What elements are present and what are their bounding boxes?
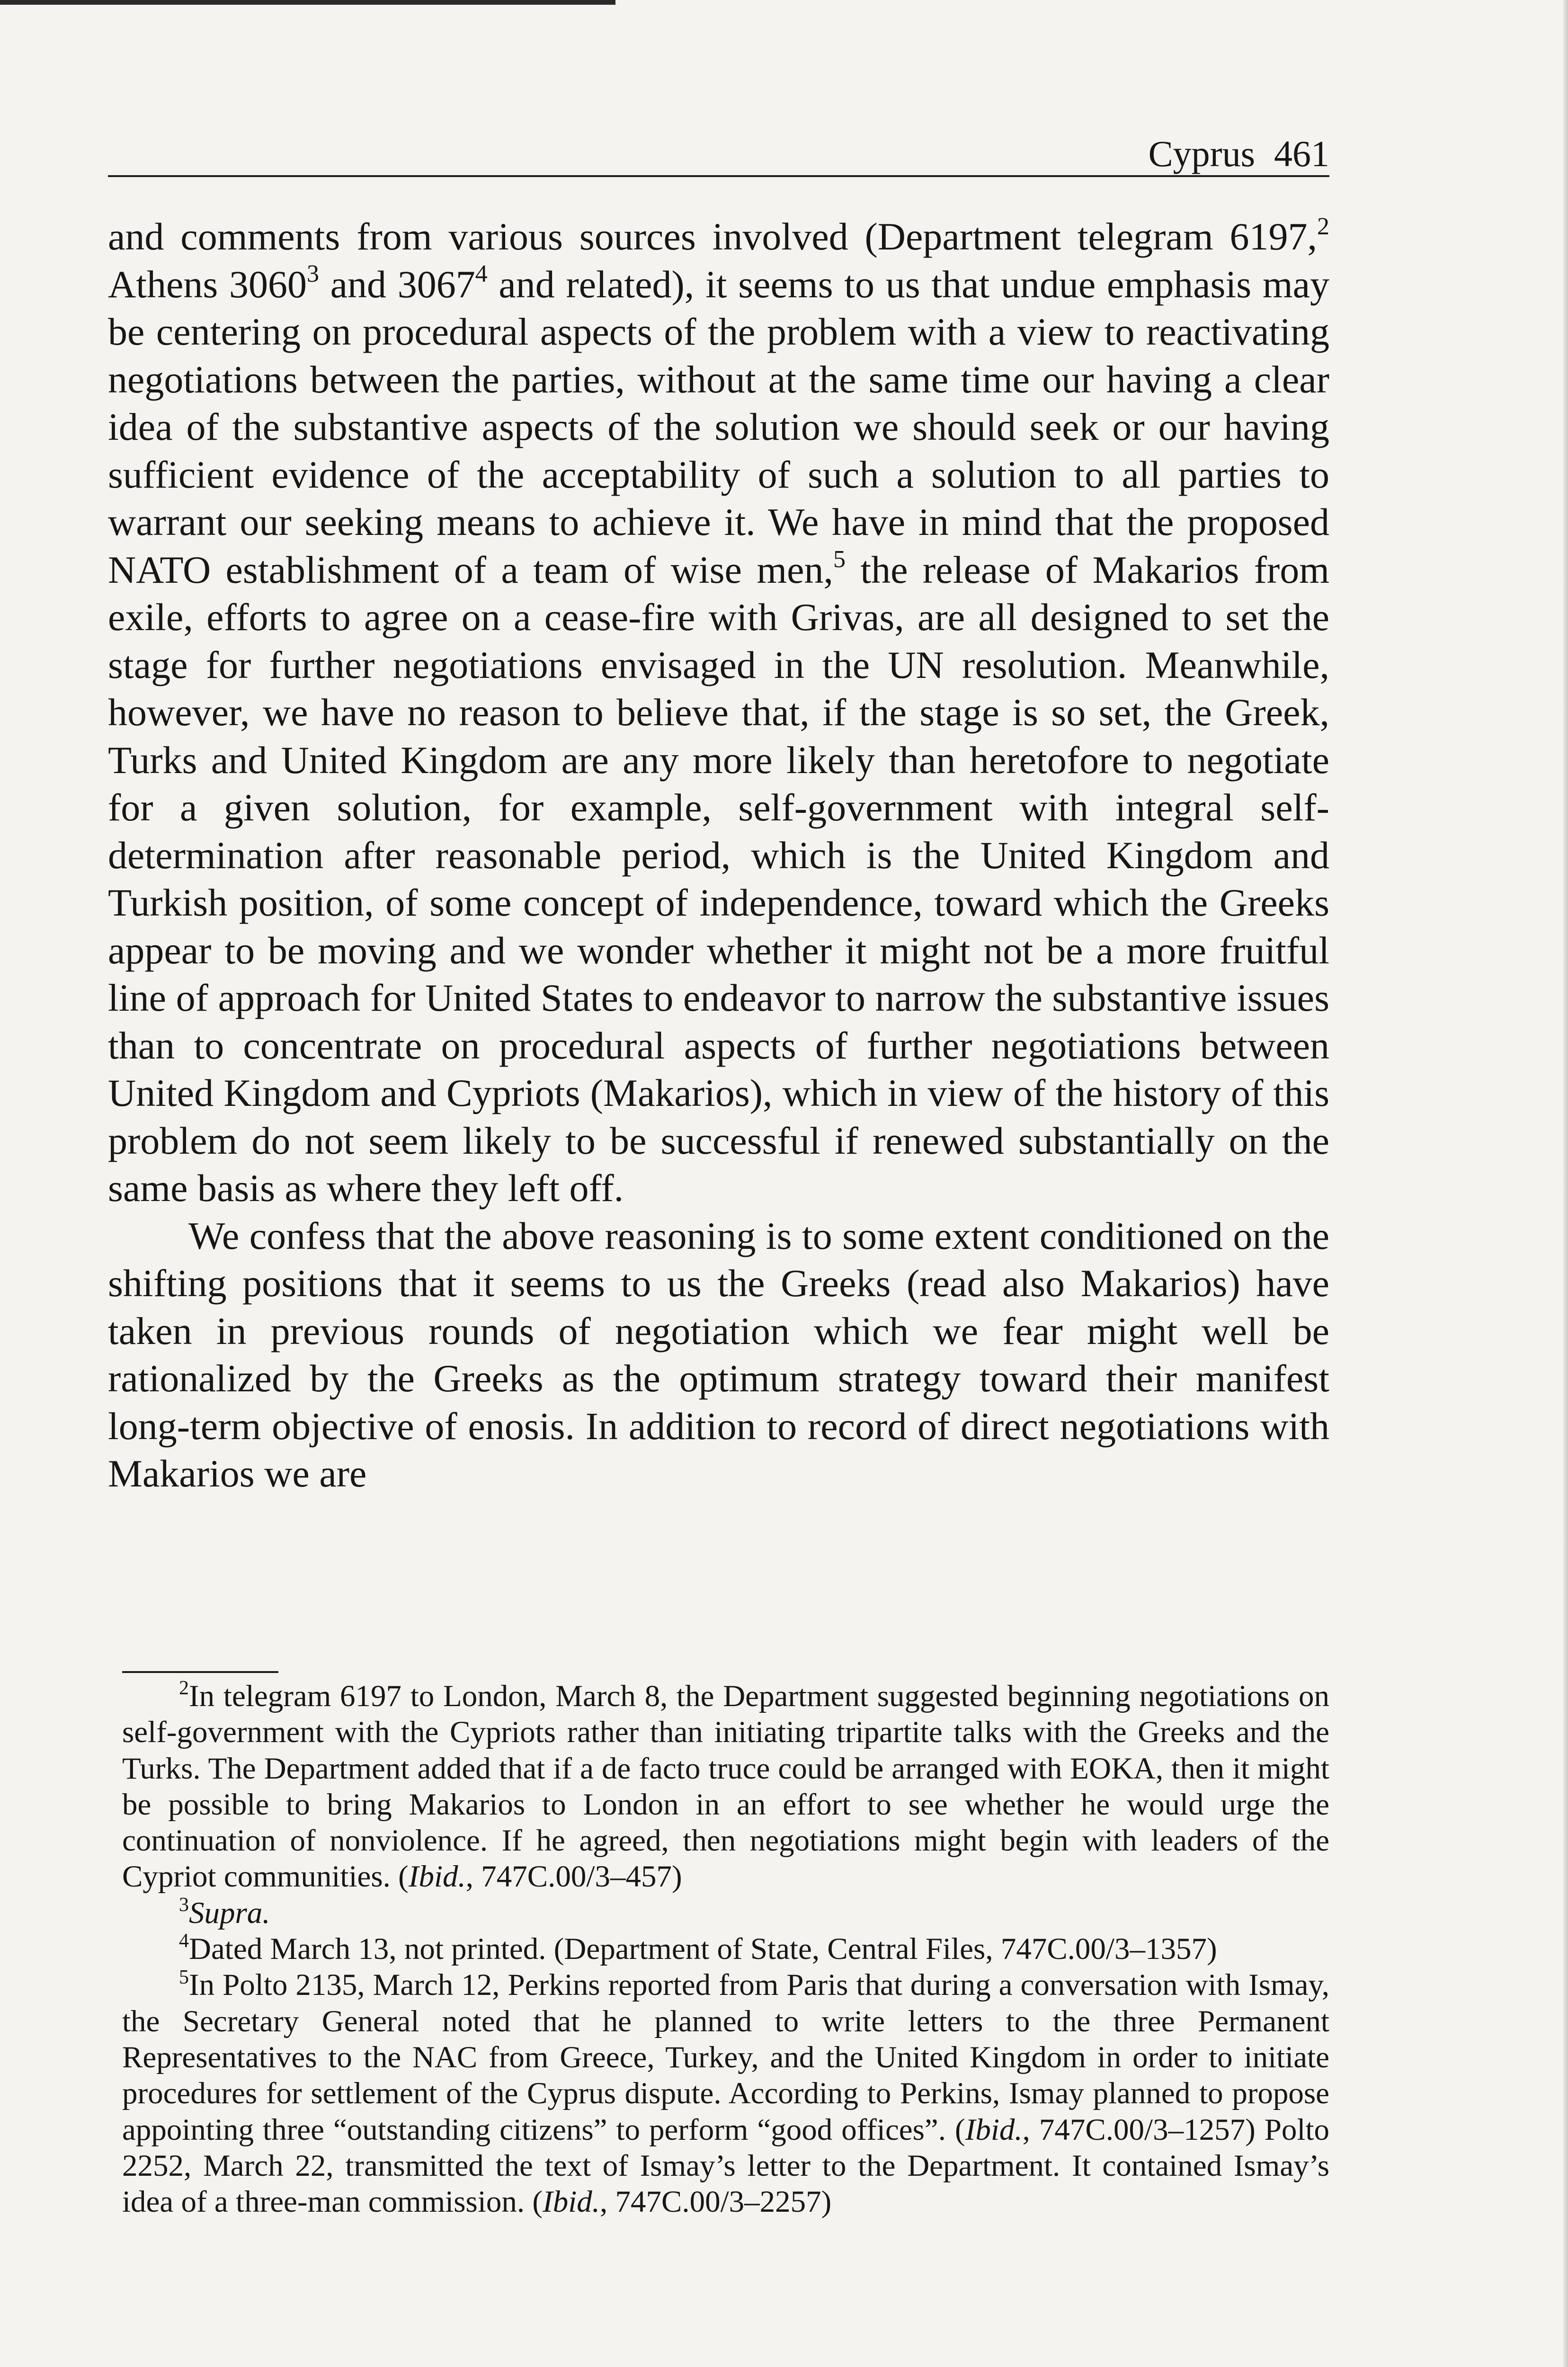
running-head [108,118,1329,177]
footnote-text: In Polto 2135, March 12, Perkins reported from Paris that during a conversation with Ismay, the Secretary General noted that he planned to write letters to the three Permanent Representatives to the NAC from Greece, Turkey, and the United Kingdom in order to initiate procedures for settlement of the Cyprus dispute. According to Perkins, Ismay planned to propose appointing three “outstanding citizens” to perform “good offices”. ( [122,1968,1329,2147]
paragraph-2: We confess that the above reasoning is to some extent conditioned on the shifting positions that it seems to us the Greeks (read also Makarios) have taken in previous rounds of negotiation which we fear might well be rationalized by the Greeks as the optimum strategy toward their manifest long-term objective of enosis. In addition to record of direct negotiations with Makarios we are [108,1214,1329,1495]
p1-segment-1: and comments from various sources involved (Department telegram 6197, [108,215,1317,258]
body-text [108,213,1329,1498]
paragraph-1 [108,213,1329,1212]
footnote-2 [122,1678,1329,1895]
footnote-ref-5: 5 [833,546,846,573]
p1-segment-4: and related), it seems to us that undue emphasis may be centering on procedural aspects of the problem with a view to reactivating negotiations between the parties, without at the same time our having a clear idea of the substantive aspects of the solution we should seek or our having sufficient evidence of the acceptability of such a solution to all parties to warrant our seeking means to achieve it. We have in mind that the proposed NATO establishment of a team of wise men, [108,262,1330,591]
footnote-marker: 4 [179,1930,189,1952]
footnote-tail: , 747C.00/3–2257) [600,2185,832,2219]
p1-segment-5: the release of Makarios from exile, efforts to agree on a cease-fire with Grivas, are all designed to set the stage for further negotiations envisaged in the UN resolution. Meanwhile, however, we have no reason to believe that, if the stage is so set, the Greek, Turks and United Kingdom are any more likely than heretofore to negotiate for a given solution, for example, self-government with integral self-determination after reasonable period, which is the United Kingdom and Turkish position, of some concept of independence, toward which the Greeks appear to be moving and we wonder whether it might not be a more fruitful line of approach for United States to endeavor to narrow the substantive issues than to concentrate on procedural aspects of further negotiations between United Kingdom and Cypriots (Makarios), which in view of the history of this problem do not seem likely to be successful if renewed substantially on the same basis as where they left off. [108,548,1329,1210]
top-edge-rule [0,0,615,5]
footnote-3 [122,1895,1329,1931]
ibid-citation: Ibid. [543,2185,600,2219]
footnotes [122,1678,1329,2220]
footnote-5 [122,1967,1329,2220]
footnote-marker: 2 [179,1677,189,1700]
footnote-ref-4: 4 [475,260,488,288]
footnote-middle: , 747C.00/3–1257) Polto 2252, March 22, transmitted the text of Ismay’s letter to the Department. It contained Ismay’s idea of a three-man commission. ( [122,2112,1329,2219]
footnote-marker: 5 [179,1966,189,1988]
p1-segment-3: and 3067 [319,262,475,306]
footnote-divider [122,1671,278,1673]
running-head-text [1149,135,1329,172]
footnote-ref-2: 2 [1317,213,1329,240]
page-number: 461 [1274,133,1329,174]
footnote-4 [122,1931,1329,1967]
footnote-tail: , 747C.00/3–457) [465,1860,682,1894]
ibid-citation: Ibid. [965,2112,1023,2147]
page-edge-shadow [1563,0,1568,2367]
footnote-ref-3: 3 [306,260,319,288]
footnote-text: Dated March 13, not printed. (Department of State, Central Files, 747C.00/3–1357) [189,1932,1217,1967]
supra-citation: Supra. [189,1895,270,1930]
footnote-text: In telegram 6197 to London, March 8, the Department suggested beginning negotiations on self-government with the Cypriots rather than initiating tripartite talks with the Greeks and the Turks. The Department added that if a de facto truce could be arranged with EOKA, then it might be possible to bring Makarios to London in an effort to see whether he would urge the continuation of nonviolence. If he agreed, then negotiations might begin with leaders of the Cypriot communities. ( [122,1679,1329,1894]
running-head-title: Cyprus [1148,133,1255,174]
footnote-marker: 3 [179,1894,189,1916]
p1-segment-2: Athens 3060 [108,262,307,306]
ibid-citation: Ibid. [408,1860,466,1894]
